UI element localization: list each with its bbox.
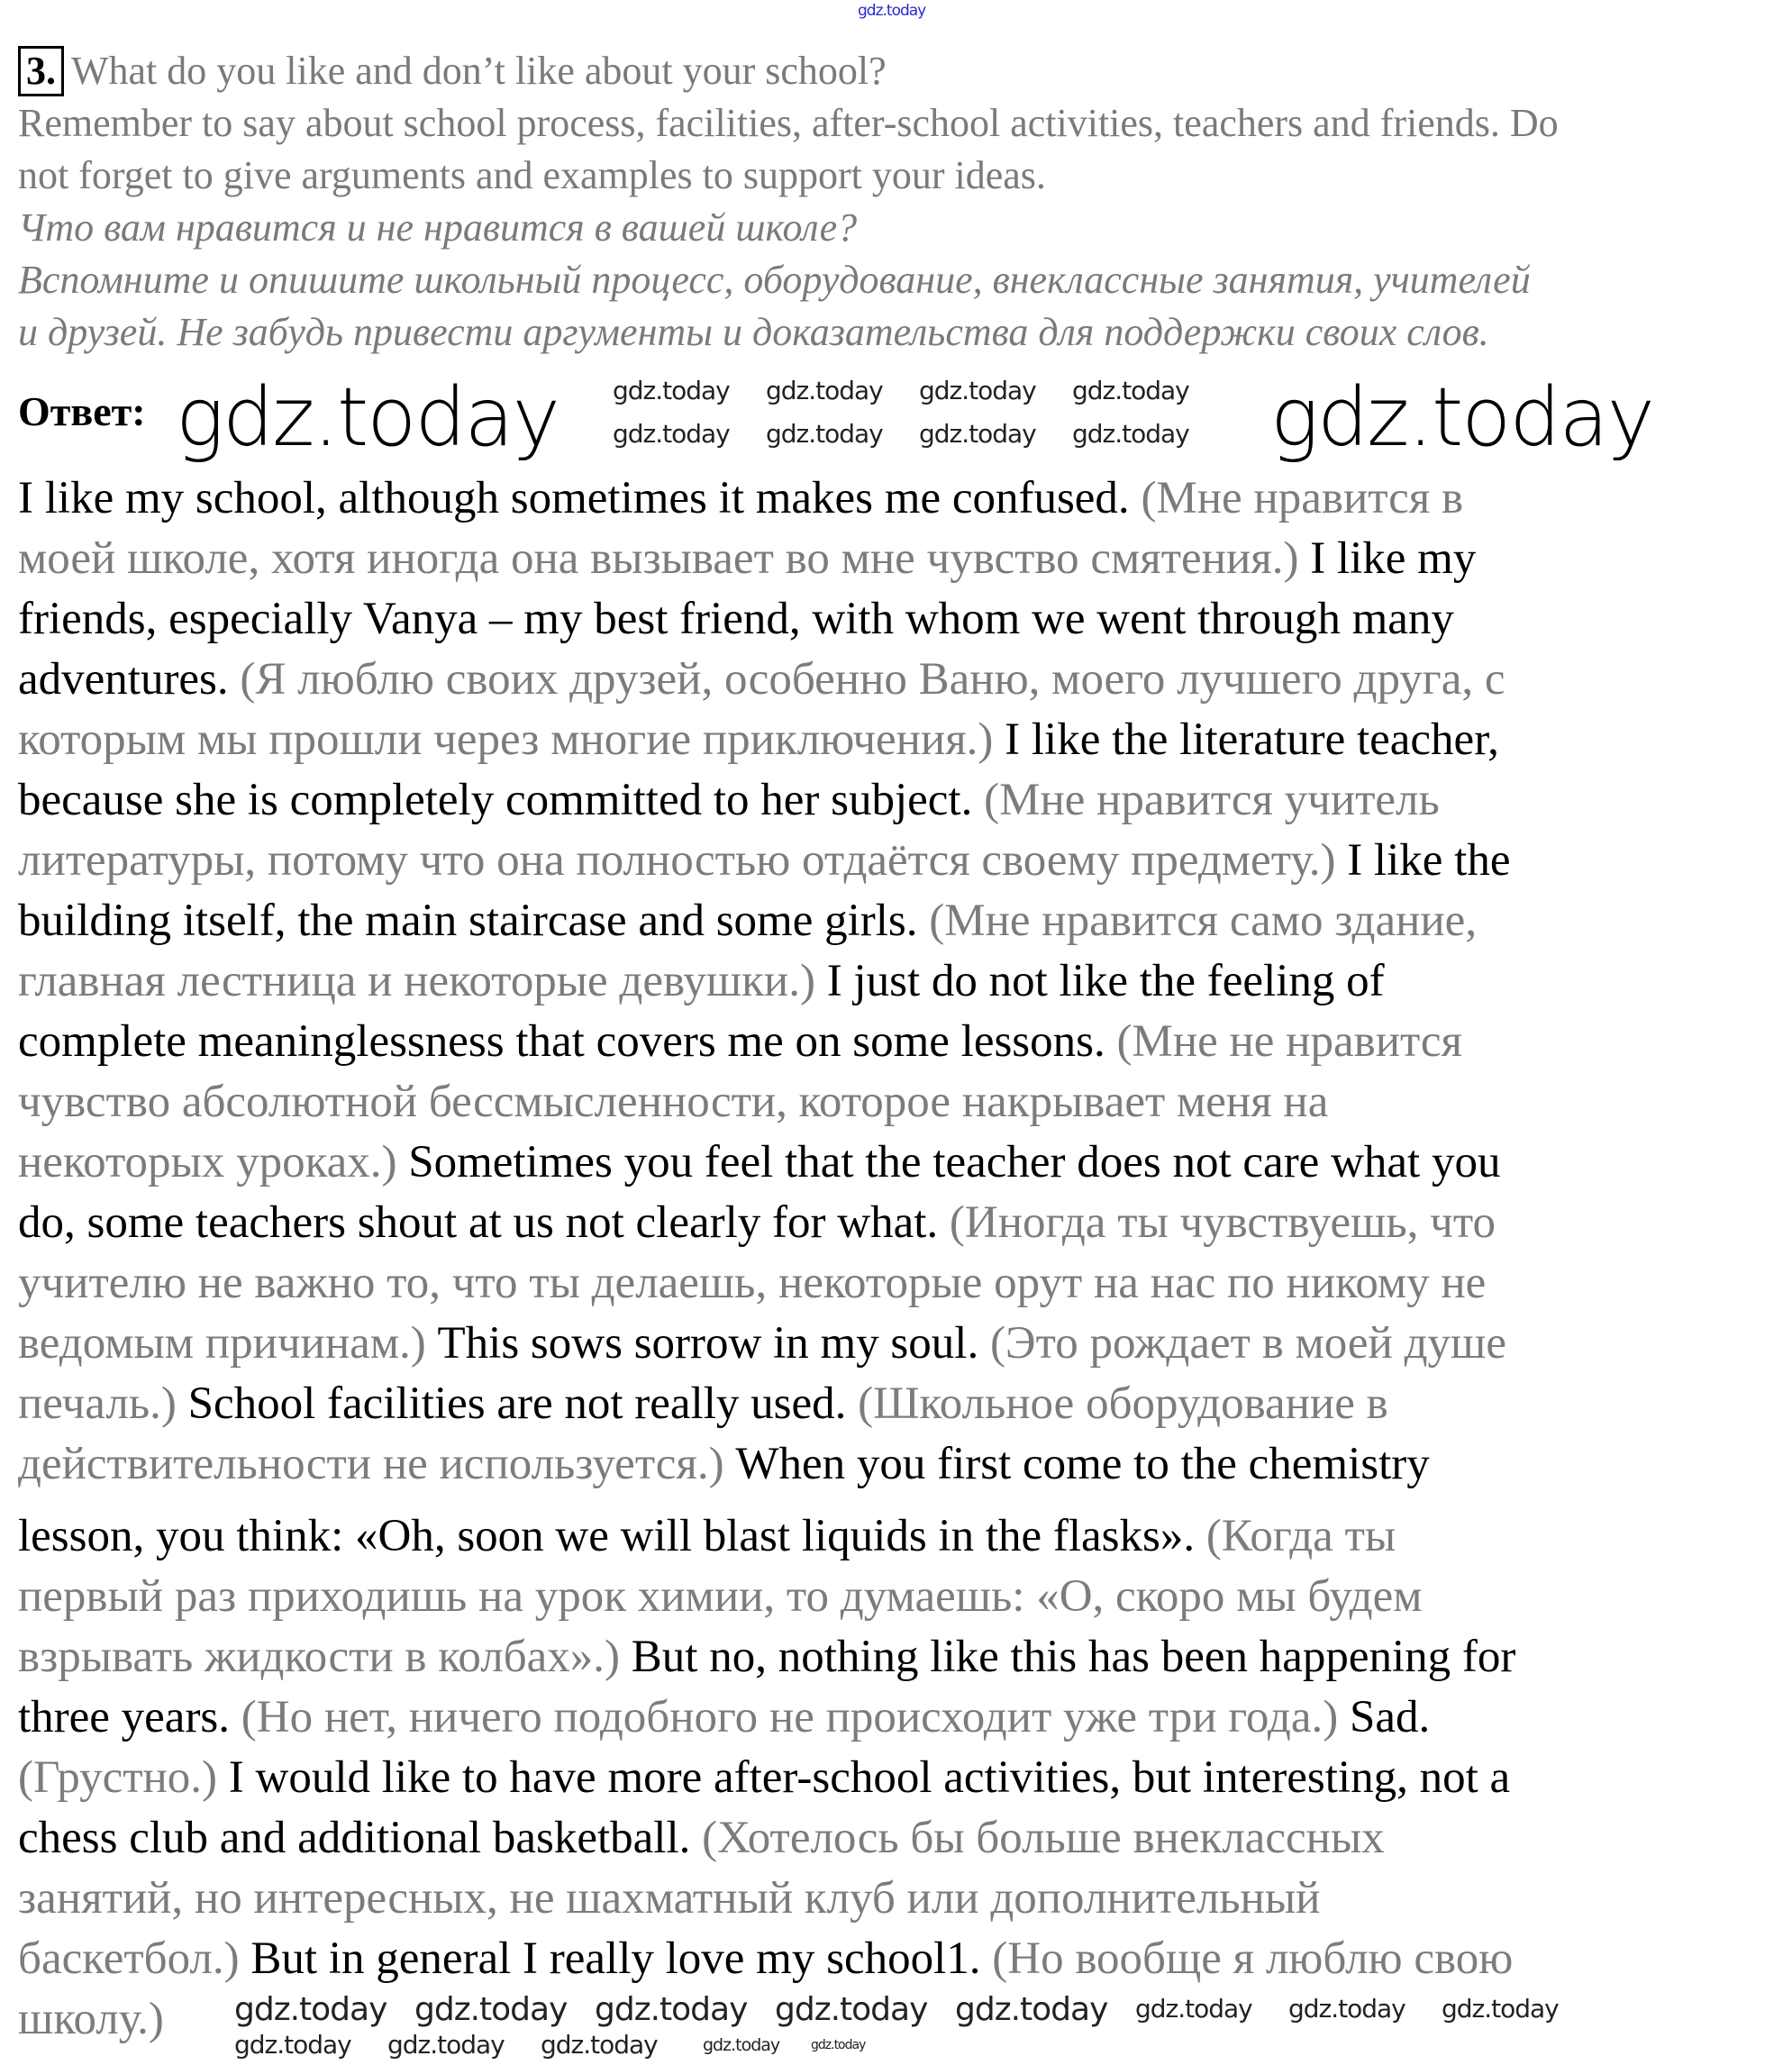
watermark: gdz.today — [919, 376, 1036, 405]
russian-translation: (Грустно.) — [18, 1752, 229, 1803]
watermark: gdz.today — [414, 1991, 568, 2028]
english-text: But in general I really love my school1. — [250, 1933, 993, 1984]
task-question — [18, 45, 1784, 97]
task-instruction: Remember to say about school process, facilities, after-school activities, teachers and friends. Do — [18, 101, 1559, 145]
watermark: gdz.today — [1072, 419, 1189, 449]
task-question-ru: Что вам нравится и не нравится в вашей школе? — [18, 205, 858, 250]
watermark: gdz.today — [234, 2030, 351, 2060]
russian-translation: литературы, потому что она полностью отдаётся своему предмету.) — [18, 835, 1348, 886]
english-text: School facilities are not really used. — [187, 1378, 859, 1429]
question-text: What do you like and don’t like about your school? — [71, 49, 887, 93]
english-text: But no, nothing like this has been happening for — [631, 1632, 1516, 1682]
english-text: This sows sorrow in my soul. — [437, 1318, 990, 1369]
watermark: gdz.today — [613, 419, 730, 449]
answer-line — [18, 710, 1499, 770]
task-block — [18, 45, 1784, 359]
watermark: gdz.today — [811, 2038, 866, 2052]
russian-translation: (Иногда ты чувствуешь, что — [949, 1197, 1496, 1248]
english-text: lesson, you think: «Oh, soon we will blast liquids in the flasks». — [18, 1511, 1206, 1561]
watermark: gdz.today — [1135, 1994, 1252, 2024]
watermark: gdz.today — [775, 1991, 928, 2028]
russian-translation: (Хотелось бы больше внеклассных — [702, 1813, 1385, 1863]
russian-translation: (Мне нравится само здание, — [929, 896, 1478, 946]
russian-translation: некоторых уроках.) — [18, 1137, 409, 1187]
watermark: gdz.today — [703, 2035, 780, 2055]
russian-translation: ведомым причинам.) — [18, 1318, 438, 1369]
russian-translation: баскетбол.) — [18, 1933, 251, 1984]
answer-line — [18, 831, 1510, 891]
english-text: building itself, the main staircase and some girls. — [18, 896, 930, 946]
answer-line — [18, 589, 1454, 650]
answer-line — [18, 1687, 1430, 1748]
top-watermark: gdz.today — [858, 2, 926, 20]
task-number: 3. — [18, 46, 64, 96]
english-text: Sad. — [1349, 1692, 1431, 1742]
russian-translation: которым мы прошли через многие приключения.) — [18, 714, 1005, 765]
russian-translation: (Но нет, ничего подобного не происходит уже три года.) — [241, 1692, 1350, 1742]
answer-line — [18, 1133, 1500, 1193]
answer-line — [18, 468, 1463, 529]
russian-translation: занятий, но интересных, не шахматный клуб или дополнительный — [18, 1873, 1321, 1924]
watermark: gdz.today — [541, 2030, 658, 2060]
russian-translation: школу.) — [18, 1994, 164, 2044]
answer-line — [18, 529, 1476, 589]
russian-translation: (Мне нравится учитель — [984, 775, 1440, 825]
answer-line — [18, 1627, 1515, 1687]
answer-line — [18, 1929, 1513, 1989]
english-text: adventures. — [18, 654, 241, 705]
english-text: because she is completely committed to her subject. — [18, 775, 985, 825]
answer-line — [18, 1314, 1506, 1374]
watermark: gdz.today — [1442, 1994, 1559, 2024]
task-instruction-ru: Вспомните и опишите школьный процесс, оборудование, внеклассные занятия, учителей — [18, 258, 1531, 302]
english-text: complete meaninglessness that covers me on some lessons. — [18, 1016, 1117, 1067]
watermark: gdz.today — [613, 376, 730, 405]
watermark: gdz.today — [766, 419, 883, 449]
russian-translation: (Я люблю своих друзей, особенно Ваню, моего лучшего друга, с — [240, 654, 1505, 705]
russian-translation: (Мне не нравится — [1116, 1016, 1462, 1067]
answer-line — [18, 891, 1477, 951]
watermark: gdz.today — [234, 1991, 387, 2028]
answer-line — [18, 1193, 1496, 1253]
english-text: I like the — [1347, 835, 1511, 886]
english-text: three years. — [18, 1692, 241, 1742]
russian-translation: печаль.) — [18, 1378, 188, 1429]
watermark: gdz.today — [1072, 376, 1189, 405]
russian-translation: главная лестница и некоторые девушки.) — [18, 956, 827, 1006]
russian-translation: действительности не используется.) — [18, 1439, 736, 1489]
english-text: chess club and additional basketball. — [18, 1813, 703, 1863]
watermark: gdz.today — [955, 1991, 1108, 2028]
english-text: I like my — [1310, 533, 1477, 584]
answer-line — [18, 650, 1505, 710]
russian-translation: (Это рождает в моей душе — [989, 1318, 1506, 1369]
english-text: I like the literature teacher, — [1005, 714, 1499, 765]
answer-line — [18, 1748, 1510, 1808]
watermark: gdz.today — [1288, 1994, 1405, 2024]
answer-label: Ответ: — [18, 388, 146, 434]
answer-line — [18, 951, 1385, 1012]
english-text: Sometimes you feel that the teacher does not care what you — [408, 1137, 1501, 1187]
russian-translation: взрывать жидкости в колбах».) — [18, 1632, 632, 1682]
answer-line — [18, 1374, 1388, 1434]
watermark-logo: gdz.today — [1270, 370, 1653, 465]
answer-line — [18, 1808, 1385, 1869]
watermark: gdz.today — [387, 2030, 505, 2060]
task-instruction-ru: и друзей. Не забудь привести аргументы и доказательства для поддержки своих слов. — [18, 310, 1489, 354]
english-text: When you first come to the chemistry — [735, 1439, 1430, 1489]
answer-line — [18, 1253, 1486, 1314]
russian-translation: моей школе, хотя иногда она вызывает во мне чувство смятения.) — [18, 533, 1311, 584]
russian-translation: (Когда ты — [1205, 1511, 1396, 1561]
english-text: friends, especially Vanya – my best friend, with whom we went through many — [18, 594, 1454, 644]
english-text: I just do not like the feeling of — [826, 956, 1385, 1006]
russian-translation: чувство абсолютной бессмысленности, которое накрывает меня на — [18, 1077, 1329, 1127]
answer-line — [18, 1072, 1328, 1133]
answer-line — [18, 1567, 1423, 1627]
answer-line — [18, 1012, 1462, 1072]
russian-translation: (Мне нравится в — [1141, 473, 1464, 523]
watermark: gdz.today — [766, 376, 883, 405]
answer-line — [18, 1989, 164, 2050]
watermark: gdz.today — [919, 419, 1036, 449]
task-instruction: not forget to give arguments and examples to support your ideas. — [18, 153, 1046, 197]
english-text: I like my school, although sometimes it makes me confused. — [18, 473, 1142, 523]
russian-translation: (Но вообще я люблю свою — [992, 1933, 1514, 1984]
answer-text — [18, 468, 1784, 2050]
english-text: do, some teachers shout at us not clearly for what. — [18, 1197, 950, 1248]
russian-translation: первый раз приходишь на урок химии, то думаешь: «О, скоро мы будем — [18, 1571, 1423, 1622]
watermark: gdz.today — [595, 1991, 748, 2028]
russian-translation: (Школьное оборудование в — [858, 1378, 1388, 1429]
russian-translation: учителю не важно то, что ты делаешь, некоторые орут на нас по никому не — [18, 1258, 1487, 1308]
watermark-logo: gdz.today — [176, 370, 559, 465]
answer-line — [18, 770, 1440, 831]
answer-line — [18, 1434, 1430, 1495]
english-text: I would like to have more after-school activities, but interesting, not a — [228, 1752, 1511, 1803]
answer-line — [18, 1869, 1320, 1929]
answer-line — [18, 1506, 1396, 1567]
